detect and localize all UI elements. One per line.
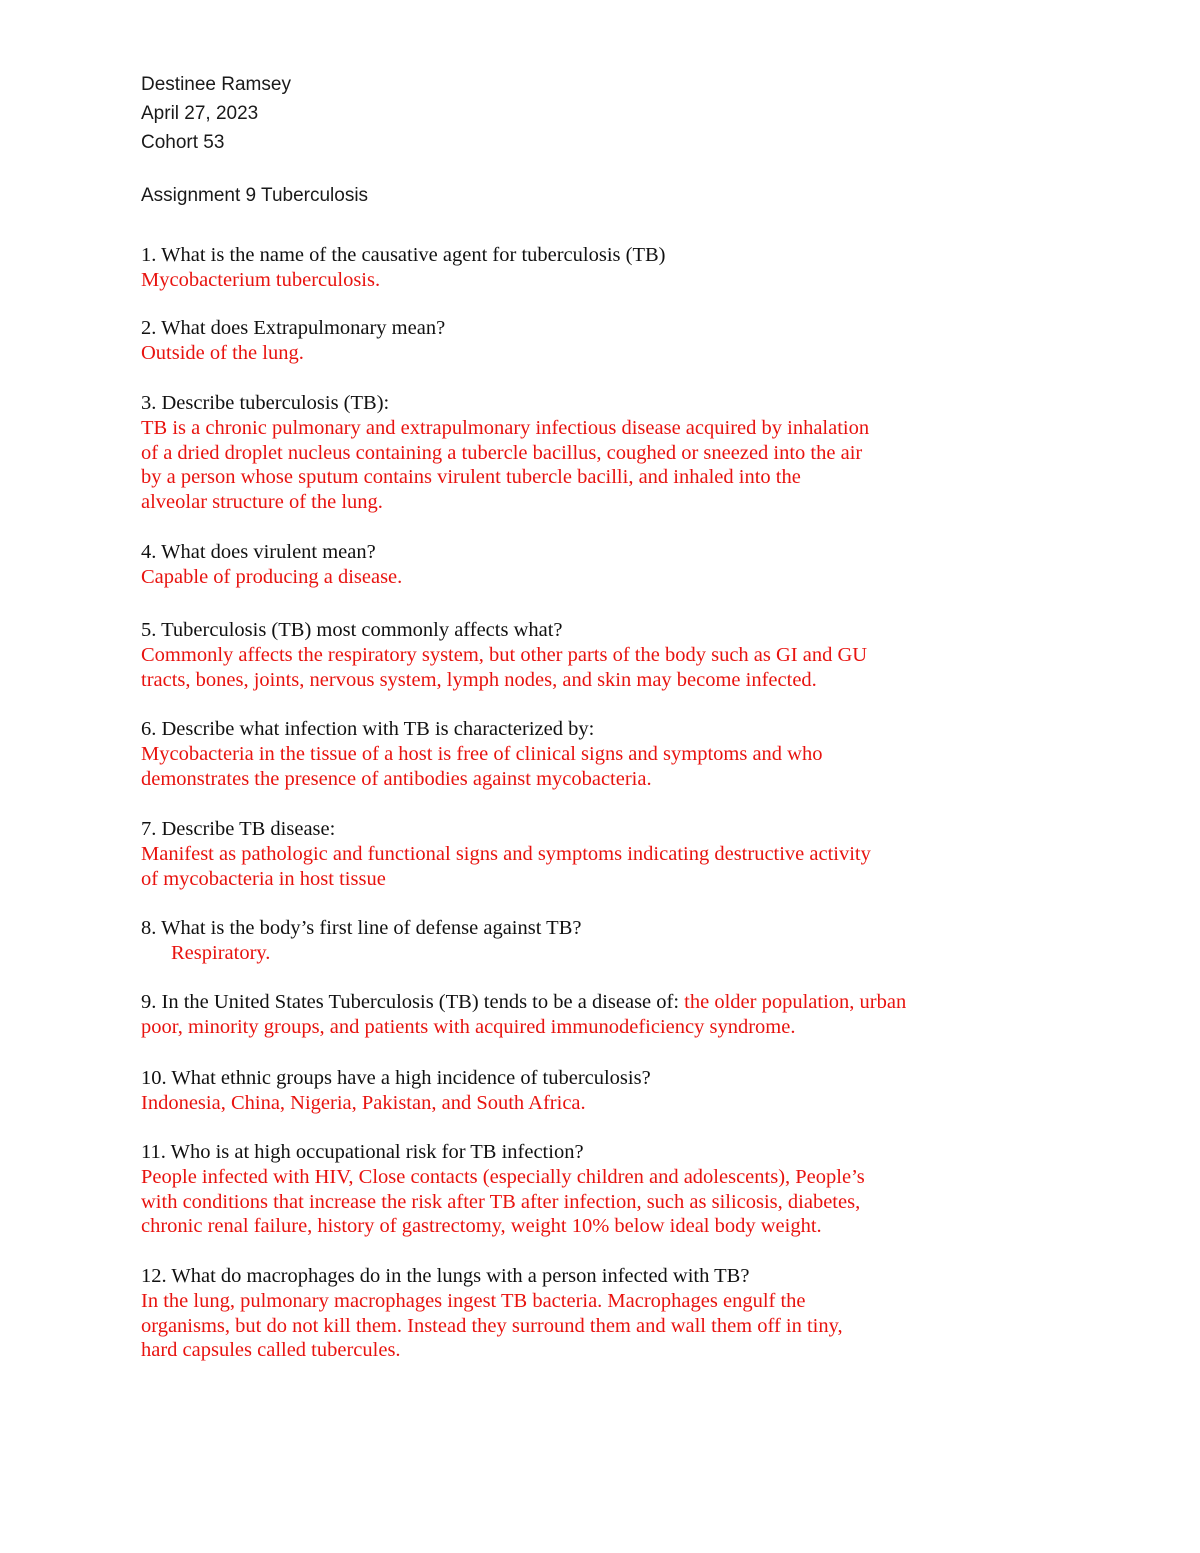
answer-line: Manifest as pathologic and functional signs and symptoms indicating destructive activity [141,842,871,865]
answer-line: with conditions that increase the risk after TB after infection, such as silicosis, diabetes, [141,1190,861,1213]
answer-line: Outside of the lung. [141,341,304,364]
question-block-6 [141,717,1041,791]
answer-line: organisms, but do not kill them. Instead they surround them and wall them off in tiny, [141,1314,843,1337]
answer-line: People infected with HIV, Close contacts (especially children and adolescents), People’s [141,1165,865,1188]
answer-text [141,1091,1041,1116]
answer-text [141,643,1041,693]
answer-text [141,941,1041,966]
answer-line: Commonly affects the respiratory system, but other parts of the body such as GI and GU [141,643,868,666]
answer-text [141,268,1041,293]
question-block-8 [141,916,1041,966]
question-text [141,990,1041,1015]
answer-text [141,1289,1041,1363]
question-block-3 [141,391,1041,515]
answer-line: chronic renal failure, history of gastrectomy, weight 10% below ideal body weight. [141,1215,822,1238]
answer-text [141,742,1041,792]
question-text: 6. Describe what infection with TB is characterized by: [141,718,595,740]
question-block-10 [141,1066,1041,1116]
answer-line: of a dried droplet nucleus containing a tubercle bacillus, coughed or sneezed into the air [141,441,863,464]
question-label: 9. In the United States Tuberculosis (TB) tends to be a disease of: [141,991,685,1013]
question-text: 11. Who is at high occupational risk for TB infection? [141,1141,584,1163]
question-block-5 [141,618,1041,692]
question-block-7 [141,817,1041,891]
assignment-date: April 27, 2023 [141,103,259,124]
answer-line: demonstrates the presence of antibodies against mycobacteria. [141,767,652,790]
answer-text [141,565,1041,590]
answer-line: Respiratory. [171,941,271,964]
question-text: 1. What is the name of the causative agent for tuberculosis (TB) [141,244,666,266]
answer-line: by a person whose sputum contains virulent tubercle bacilli, and inhaled into the [141,466,801,489]
question-text: 2. What does Extrapulmonary mean? [141,317,446,339]
answer-line: alveolar structure of the lung. [141,491,383,514]
answer-line: hard capsules called tubercules. [141,1339,401,1362]
question-block-11 [141,1140,1041,1239]
answer-line: Mycobacterium tuberculosis. [141,268,381,291]
answer-text [141,842,1041,892]
question-text: 10. What ethnic groups have a high incidence of tuberculosis? [141,1067,651,1089]
question-text: 12. What do macrophages do in the lungs with a person infected with TB? [141,1265,750,1287]
answer-line: Mycobacteria in the tissue of a host is free of clinical signs and symptoms and who [141,742,823,765]
inline-answer: the older population, urban [684,991,907,1013]
question-block-9 [141,990,1041,1040]
question-block-2 [141,316,1041,366]
question-block-4 [141,540,1041,590]
question-block-12 [141,1264,1041,1363]
question-text: 5. Tuberculosis (TB) most commonly affects what? [141,619,563,641]
question-text: 3. Describe tuberculosis (TB): [141,392,390,414]
answer-line: tracts, bones, joints, nervous system, lymph nodes, and skin may become infected. [141,668,817,691]
header-block [141,70,291,157]
answer-line: In the lung, pulmonary macrophages ingest TB bacteria. Macrophages engulf the [141,1289,806,1312]
answer-line: TB is a chronic pulmonary and extrapulmonary infectious disease acquired by inhalation [141,416,870,439]
answer-line: Indonesia, China, Nigeria, Pakistan, and South Africa. [141,1091,586,1114]
cohort-label: Cohort 53 [141,132,225,153]
answer-line: Capable of producing a disease. [141,565,403,588]
answer-text [141,416,1041,515]
assignment-title: Assignment 9 Tuberculosis [141,185,369,206]
answer-text [141,341,1041,366]
student-name: Destinee Ramsey [141,74,291,95]
question-text: 4. What does virulent mean? [141,541,376,563]
question-block-1 [141,243,1041,293]
question-text: 7. Describe TB disease: [141,818,336,840]
answer-text [141,1015,1041,1040]
answer-text [141,1165,1041,1239]
question-text: 8. What is the body’s first line of defense against TB? [141,917,582,939]
answer-line: of mycobacteria in host tissue [141,867,386,890]
answer-line: poor, minority groups, and patients with acquired immunodeficiency syndrome. [141,1015,796,1038]
